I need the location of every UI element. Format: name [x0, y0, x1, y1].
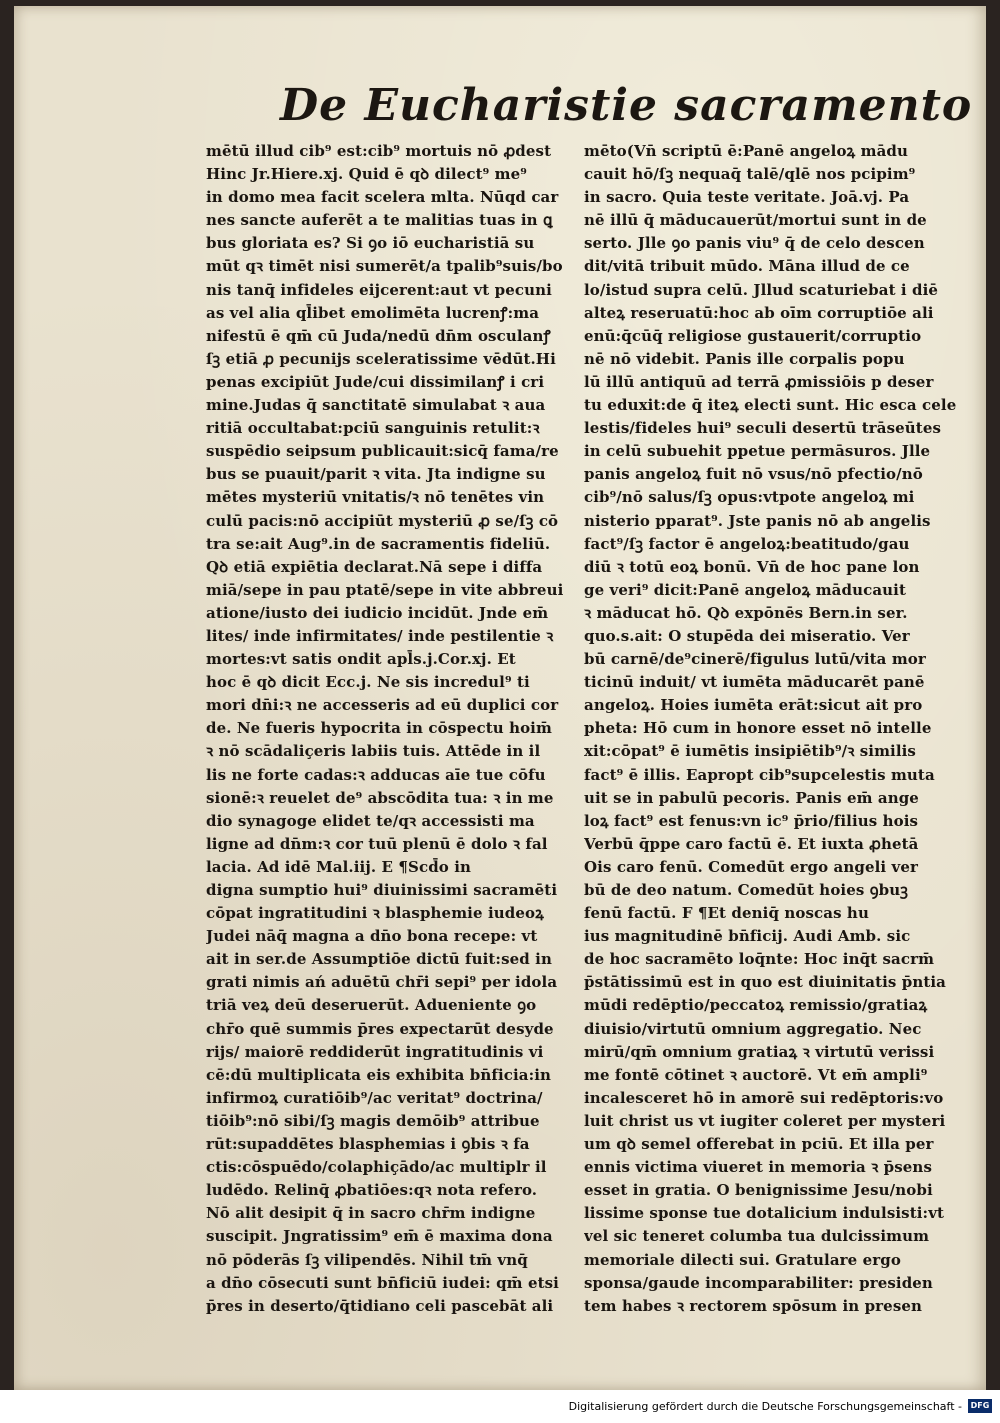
text-line: ſꝫ etiā ꝓ pecunijs sceleratissime vēdūt.Hi [206, 349, 556, 368]
text-line: me fontē cōtinet ꝛ auctorē. Vt em̄ ampli⁹ [584, 1065, 928, 1084]
text-line: bū de deo natum. Comedūt hoies ꝯbuꝫ [584, 881, 908, 899]
text-line: nē nō videbit. Panis ille corpalis popu [584, 349, 905, 368]
text-line: lo/istud supra celū. Jllud scaturiebat i diē [584, 280, 939, 299]
text-line: mortes:vt satis ondit apl̄s.j.Cor.xj. Et [206, 650, 516, 669]
text-line: nisterio pparat⁹. Jste panis nō ab angelis [584, 511, 931, 530]
text-line: bū carnē/de⁹cinerē/figulus lutū/vita mor [584, 650, 926, 669]
text-line: bus gloriata es? Si ꝯo iō eucharistiā su [206, 234, 535, 253]
text-line: ꝛ nō scādaliçeris labiis tuis. Attēde in il [206, 742, 541, 761]
text-line: loꝝ fact⁹ est fenus:vn ic⁹ p̄rio/filius hois [584, 811, 919, 830]
right-text-column [584, 140, 962, 1318]
text-line: ludēdo. Relinq̄ ꝓbatiōes:qꝛ nota refero. [206, 1181, 538, 1200]
text-line: mine.Judas q̄ sanctitatē simulabat ꝛ aua [206, 396, 546, 415]
text-line: nō pōderās ſꝫ vilipendēs. Nihil tm̄ vnq̄ [206, 1250, 528, 1269]
text-line: ligne ad dn̄m:ꝛ cor tuū plenū ē dolo ꝛ fal [206, 834, 548, 853]
text-line: a dn̄o cōsecuti sunt bn̄ficiū iudei: qm̄ etsi [206, 1273, 559, 1292]
text-line: p̄stātissimū est in quo est diuinitatis p̄ntia [584, 973, 946, 992]
text-line: xit:cōpat⁹ ē iumētis insipiētib⁹/ꝛ similis [584, 742, 916, 761]
text-line: angeloꝝ. Hoies iumēta erāt:sicut ait pro [584, 696, 923, 715]
text-line: nifestū ē qm̄ cū Juda/nedū dn̄m osculanꝭ [206, 326, 551, 345]
text-line: rijs/ maiorē reddiderūt ingratitudinis vi [206, 1042, 544, 1061]
text-line: digna sumptio hui⁹ diuinissimi sacramēti [206, 881, 558, 899]
text-line: dit/vitā tribuit mūdo. Māna illud de ce [584, 257, 910, 276]
text-line: suscipit. Jngratissim⁹ em̄ ē maxima dona [206, 1227, 553, 1246]
text-line: enū:q̄cūq̄ religiose gustauerit/corruptio [584, 326, 922, 345]
text-line: cē:dū multiplicata eis exhibita bn̄ficia:in [206, 1065, 552, 1084]
text-line: as vel alia ql̄ibet emolimēta lucrenꝭ:ma [206, 303, 540, 322]
funding-credit: Digitalisierung gefördert durch die Deutsche Forschungsgemeinschaft - [568, 1400, 962, 1413]
text-line: memoriale dilecti sui. Gratulare ergo [584, 1250, 901, 1269]
text-line: lis ne forte cadas:ꝛ adducas aīe tue cōfu [206, 765, 546, 784]
text-line: Judei nāq̄ magna a dn̄o bona recepe: vt [206, 927, 538, 946]
text-line: in domo mea facit scelera mlta. Nūqd car [206, 188, 559, 207]
text-line: Qꝺ etiā expiētia declarat.Nā sepe i diffa [206, 557, 543, 576]
text-line: culū pacis:nō accipiūt mysteriū ꝓ se/ſꝫ cō [206, 511, 559, 530]
text-line: in celū subuehit ppetue permāsuros. Jlle [584, 442, 931, 461]
text-line: alteꝝ reseruatū:hoc ab oīm corruptiōe ali [584, 303, 934, 322]
dfg-logo: DFG [968, 1399, 992, 1413]
text-line: pheta: Hō cum in honore esset nō intelle [584, 719, 932, 738]
text-line: ticinū induit/ vt iumēta māducarēt panē [584, 673, 925, 692]
text-line: miā/sepe in pau ptatē/sepe in vite abbreui [206, 580, 564, 599]
text-line: de hoc sacramēto loq̄nte: Hoc inq̄t sacrm̄ [584, 950, 935, 969]
text-line: vel sic teneret columba tua dulcissimum [584, 1227, 930, 1246]
text-line: de. Ne fueris hypocrita in cōspectu hoim̄ [206, 719, 552, 738]
text-line: mori dn̄i:ꝛ ne accesseris ad eū duplici cor [206, 696, 559, 715]
text-line: ge veri⁹ dicit:Panē angeloꝝ māducauit [584, 580, 906, 599]
text-line: cōpat ingratitudini ꝛ blasphemie iudeoꝝ [206, 904, 544, 923]
text-line: sionē:ꝛ reuelet de⁹ abscōdita tua: ꝛ in me [206, 788, 554, 807]
text-line: grati nimis ań aduētū chr̄i sepi⁹ per idola [206, 973, 558, 992]
text-line: Nō alit desipit q̄ in sacro chr̄m indigne [206, 1204, 536, 1223]
text-line: ritiā occultabat:pciū sanguinis retulit:ꝛ [206, 419, 540, 438]
text-line: incalesceret hō in amorē sui redēptoris:vo [584, 1088, 944, 1107]
running-head: De Eucharistie sacramento [280, 80, 973, 131]
text-line: bus se puauit/parit ꝛ vita. Jta indigne su [206, 465, 546, 484]
text-line: Hinc Jr.Hiere.xj. Quid ē qꝺ dilect⁹ me⁹ [206, 165, 527, 184]
text-line: triā veꝝ deū deseruerūt. Adueniente ꝯo [206, 996, 537, 1015]
text-line: Ois caro fenū. Comedūt ergo angeli ver [584, 857, 918, 876]
text-line: uit se in pabulū pecoris. Panis em̄ ange [584, 788, 919, 807]
text-line: panis angeloꝝ fuit nō vsus/nō pfectio/nō [584, 465, 923, 484]
text-line: dio synagoge elidet te/qꝛ accessisti ma [206, 811, 535, 830]
text-line: ait in ser.de Assumptiōe dictū fuit:sed in [206, 950, 552, 969]
text-line: um qꝺ semel offerebat in pciū. Et illa per [584, 1135, 934, 1154]
text-line: tu eduxit:de q̄ iteꝝ electi sunt. Hic esca cele [584, 396, 957, 415]
text-line: sponsa/gaude incomparabiliter: presiden [584, 1273, 933, 1292]
text-line: infirmoꝝ curatiōib⁹/ac veritat⁹ doctrina/ [206, 1088, 543, 1107]
text-line: lestis/fideles hui⁹ seculi desertū trāseūtes [584, 419, 942, 438]
text-line: quo.s.ait: O stupēda dei miseratio. Ver [584, 626, 910, 645]
text-line: esset in gratia. O benignissime Jesu/nobi [584, 1181, 933, 1200]
text-line: fact⁹/ſꝫ factor ē angeloꝝ:beatitudo/gau [584, 534, 910, 553]
text-line: p̄res in deserto/q̄tidiano celi pascebāt ali [206, 1296, 554, 1315]
digitization-footer [0, 1390, 1000, 1423]
text-line: rūt:supaddētes blasphemias i ꝯbis ꝛ fa [206, 1135, 530, 1154]
text-line: fenū factū. F ¶Et deniq̄ noscas hu [584, 904, 869, 923]
text-line: lites/ inde infirmitates/ inde pestilentie ꝛ [206, 626, 554, 645]
left-text-column [206, 140, 584, 1318]
text-line: penas excipiūt Jude/cui dissimilanꝭ i cri [206, 372, 545, 391]
text-line: mētū illud cib⁹ est:cib⁹ mortuis nō ꝓdest [206, 142, 552, 160]
text-line: lacia. Ad idē Mal.iij. E ¶Scd̄o in [206, 857, 472, 876]
text-line: ctis:cōspuēdo/colaphiçādo/ac multiplr il [206, 1158, 547, 1177]
text-line: chr̄o quē summis p̄res expectarūt desyde [206, 1019, 554, 1038]
text-line: in sacro. Quia teste veritate. Joā.vj. Pa [584, 188, 910, 207]
text-line: Verbū q̄ppe caro factū ē. Et iuxta ꝓhetā [584, 834, 919, 853]
text-line: luit christ us vt iugiter coleret per mysteri [584, 1111, 946, 1130]
text-line: mūt qꝛ timēt nisi sumerēt/a tpalib⁹suis/bo [206, 257, 563, 276]
text-line: tem habes ꝛ rectorem spōsum in presen [584, 1296, 923, 1315]
text-line: hoc ē qꝺ dicit Ecc.j. Ne sis incredul⁹ ti [206, 673, 530, 692]
text-line: diū ꝛ totū eoꝝ bonū. Vn̄ de hoc pane lon [584, 557, 920, 576]
text-line: mētes mysteriū vnitatis/ꝛ nō tenētes vin [206, 488, 545, 507]
text-line: mirū/qm̄ omnium gratiaꝝ ꝛ virtutū verissi [584, 1042, 935, 1061]
text-line: cauit hō/ſꝫ nequaq̄ talē/qlē nos pcipim⁹ [584, 165, 916, 184]
text-line: cib⁹/nō salus/ſꝫ opus:vtpote angeloꝝ mi [584, 488, 915, 507]
text-line: nes sancte auferēt a te malitias tuas in ꝗ [206, 211, 553, 230]
text-line: serto. Jlle ꝯo panis viu⁹ q̄ de celo descen [584, 234, 925, 253]
text-line: nis tanq̄ infideles eijcerent:aut vt pecuni [206, 280, 552, 299]
text-line: tiōib⁹:nō sibi/ſꝫ magis demōib⁹ attribue [206, 1111, 540, 1130]
text-line: diuisio/virtutū omnium aggregatio. Nec [584, 1019, 922, 1038]
text-line: lū illū antiquū ad terrā ꝓmissiōis p deser [584, 372, 934, 391]
text-line: mūdi redēptio/peccatoꝝ remissio/gratiaꝝ [584, 996, 928, 1015]
text-line: ius magnitudinē bn̄ficij. Audi Amb. sic [584, 927, 911, 946]
text-line: nē illū q̄ māducauerūt/mortui sunt in de [584, 211, 927, 230]
text-line: mēto(Vn̄ scriptū ē:Panē angeloꝝ mādu [584, 142, 909, 160]
text-line: tra se:ait Aug⁹.in de sacramentis fideliū. [206, 534, 551, 553]
text-line: lissime sponse tue dotalicium indulsisti:vt [584, 1204, 945, 1223]
text-line: ꝛ māducat hō. Qꝺ expōnēs Bern.in ser. [584, 603, 908, 622]
text-line: atione/iusto dei iudicio incidūt. Jnde em̄ [206, 603, 549, 622]
text-line: ennis victima viueret in memoria ꝛ p̄sens [584, 1158, 932, 1177]
text-line: fact⁹ ē illis. Eapropt cib⁹supcelestis muta [584, 765, 935, 784]
text-line: suspēdio seipsum publicauit:sicq̄ fama/re [206, 442, 559, 461]
